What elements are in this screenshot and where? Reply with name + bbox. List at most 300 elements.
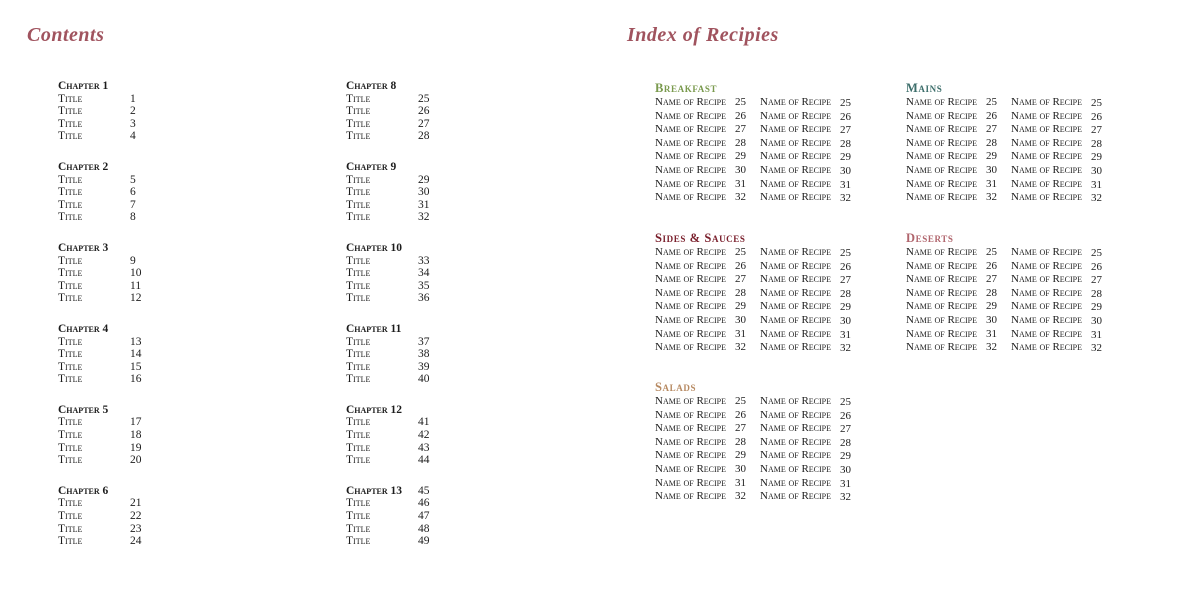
recipe-name: Name of Recipe (760, 273, 832, 286)
toc-entry-title: Title (58, 535, 83, 548)
toc-entry (58, 373, 218, 386)
chapter-block (58, 80, 218, 143)
recipe-name: Name of Recipe (1011, 163, 1083, 176)
chapter-heading (58, 80, 218, 93)
toc-entry-page: 35 (418, 279, 430, 292)
recipe-name: Name of Recipe (760, 96, 832, 108)
toc-entry (346, 292, 506, 305)
recipe-page: 31 (735, 476, 746, 489)
recipe-entry (655, 300, 760, 314)
toc-entry (346, 105, 506, 118)
recipe-name: Name of Recipe (655, 109, 727, 122)
recipe-entry (655, 490, 760, 504)
chapter-heading (346, 485, 506, 498)
recipe-name: Name of Recipe (760, 123, 832, 136)
recipe-name: Name of Recipe (760, 246, 832, 258)
recipe-page: 28 (735, 136, 746, 149)
recipe-name: Name of Recipe (655, 449, 727, 462)
toc-entry (58, 174, 218, 187)
toc-entry (58, 429, 218, 442)
recipe-entry (1011, 164, 1116, 178)
toc-entry-page: 49 (418, 535, 430, 548)
recipe-entry (655, 178, 760, 192)
recipe-name: Name of Recipe (655, 341, 727, 354)
toc-entry (58, 361, 218, 374)
recipe-entry (906, 246, 1011, 260)
recipe-name: Name of Recipe (760, 136, 832, 149)
recipe-entry (1011, 260, 1116, 274)
toc-entry (346, 174, 506, 187)
toc-entry-page: 17 (130, 416, 142, 429)
chapter-name: Chapter 11 (346, 322, 402, 335)
recipe-page: 32 (1091, 192, 1102, 205)
chapter-block (58, 161, 218, 224)
recipe-name: Name of Recipe (655, 300, 727, 313)
recipe-name: Name of Recipe (906, 327, 978, 340)
recipe-page: 27 (840, 124, 851, 137)
toc-entry-title: Title (346, 92, 371, 105)
index-section-breakfast (655, 81, 875, 205)
toc-entry (346, 267, 506, 280)
recipe-entry (760, 490, 865, 504)
recipe-entry (760, 110, 865, 124)
index-column-left (906, 96, 1011, 205)
toc-entry-title: Title (58, 454, 83, 467)
recipe-name: Name of Recipe (655, 123, 727, 136)
recipe-name: Name of Recipe (655, 490, 727, 503)
toc-entry-title: Title (346, 510, 371, 523)
toc-entry (346, 199, 506, 212)
recipe-page: 31 (840, 477, 851, 490)
toc-entry (346, 255, 506, 268)
recipe-name: Name of Recipe (1011, 246, 1083, 258)
toc-entry-page: 26 (418, 105, 430, 118)
recipe-entry (1011, 328, 1116, 342)
toc-entry-title: Title (346, 535, 371, 548)
recipe-page: 29 (986, 300, 997, 313)
recipe-page: 32 (986, 191, 997, 204)
recipe-name: Name of Recipe (760, 191, 832, 204)
toc-entry-page: 13 (130, 335, 142, 348)
recipe-entry (655, 395, 760, 409)
recipe-page: 32 (1091, 342, 1102, 355)
toc-entry-title: Title (58, 429, 83, 442)
chapter-block (346, 80, 506, 143)
toc-entry-title: Title (346, 416, 371, 429)
recipe-entry (655, 191, 760, 205)
toc-entry (58, 416, 218, 429)
toc-entry (346, 497, 506, 510)
recipe-page: 27 (840, 423, 851, 436)
toc-entry-page: 32 (418, 211, 430, 224)
toc-entry (346, 510, 506, 523)
toc-entry-title: Title (346, 267, 371, 280)
recipe-page: 30 (735, 163, 746, 176)
recipe-entry (906, 341, 1011, 355)
contents-column-1 (58, 80, 218, 566)
toc-entry-page: 28 (418, 130, 430, 143)
toc-entry-title: Title (58, 441, 83, 454)
recipe-entry (906, 314, 1011, 328)
recipe-entry (906, 164, 1011, 178)
toc-entry-title: Title (58, 335, 83, 348)
toc-entry-page: 30 (418, 186, 430, 199)
toc-entry-page: 4 (130, 130, 136, 143)
recipe-page: 30 (1091, 314, 1102, 327)
chapter-name: Chapter 12 (346, 403, 403, 416)
recipe-entry (760, 341, 865, 355)
chapter-heading (58, 404, 218, 417)
recipe-page: 31 (986, 177, 997, 190)
recipe-entry (1011, 246, 1116, 260)
toc-entry-page: 18 (130, 429, 142, 442)
toc-entry (346, 280, 506, 293)
toc-entry (58, 348, 218, 361)
toc-entry-page: 27 (418, 117, 430, 130)
recipe-name: Name of Recipe (906, 286, 978, 299)
recipe-page: 25 (840, 396, 851, 408)
recipe-name: Name of Recipe (1011, 300, 1083, 313)
toc-entry (346, 361, 506, 374)
toc-entry (58, 118, 218, 131)
chapter-heading (58, 242, 218, 255)
recipe-name: Name of Recipe (655, 476, 727, 489)
toc-entry-title: Title (346, 279, 371, 292)
recipe-entry (655, 314, 760, 328)
toc-entry-title: Title (346, 348, 371, 361)
toc-entry (346, 523, 506, 536)
recipe-page: 28 (840, 287, 851, 300)
toc-entry-title: Title (58, 198, 83, 211)
index-section-sides-sauces (655, 231, 875, 355)
toc-entry (346, 454, 506, 467)
toc-entry-title: Title (346, 186, 371, 199)
index-column-left (655, 395, 760, 504)
recipe-page: 27 (1091, 124, 1102, 137)
toc-entry-title: Title (346, 497, 371, 510)
recipe-entry (1011, 300, 1116, 314)
recipe-name: Name of Recipe (760, 476, 832, 489)
recipe-page: 29 (986, 150, 997, 163)
toc-entry-page: 29 (418, 173, 430, 186)
recipe-name: Name of Recipe (760, 449, 832, 462)
recipe-name: Name of Recipe (906, 150, 978, 163)
recipe-page: 30 (735, 313, 746, 326)
index-section-heading: Deserts (906, 231, 954, 245)
recipe-name: Name of Recipe (655, 327, 727, 340)
recipe-entry (906, 287, 1011, 301)
toc-entry-title: Title (58, 510, 83, 523)
toc-entry-title: Title (58, 373, 83, 386)
chapter-heading (346, 161, 506, 174)
toc-entry-page: 19 (130, 441, 142, 454)
recipe-entry (655, 449, 760, 463)
recipe-name: Name of Recipe (655, 191, 727, 204)
recipe-name: Name of Recipe (760, 462, 832, 475)
recipe-entry (655, 463, 760, 477)
index-section-heading: Breakfast (655, 81, 718, 95)
chapter-heading (58, 161, 218, 174)
recipe-entry (655, 123, 760, 137)
recipe-entry (655, 477, 760, 491)
toc-entry-title: Title (346, 373, 371, 386)
toc-entry-page: 16 (130, 373, 142, 386)
recipe-name: Name of Recipe (906, 136, 978, 149)
toc-entry (58, 105, 218, 118)
recipe-name: Name of Recipe (1011, 327, 1083, 340)
recipe-name: Name of Recipe (760, 150, 832, 163)
recipe-entry (906, 328, 1011, 342)
toc-entry-page: 7 (130, 198, 136, 211)
recipe-name: Name of Recipe (906, 177, 978, 190)
recipe-name: Name of Recipe (1011, 341, 1083, 354)
chapter-name: Chapter 2 (58, 160, 109, 173)
toc-entry-page: 42 (418, 429, 430, 442)
recipe-page: 25 (1091, 97, 1102, 109)
recipe-page: 31 (986, 327, 997, 340)
toc-entry (346, 130, 506, 143)
recipe-page: 28 (986, 136, 997, 149)
recipe-page: 31 (735, 177, 746, 190)
chapter-heading (346, 323, 506, 336)
toc-entry (58, 535, 218, 548)
index-column-right (1011, 246, 1116, 355)
recipe-page: 27 (986, 123, 997, 136)
toc-entry-title: Title (58, 360, 83, 373)
toc-entry-page: 40 (418, 373, 430, 386)
recipe-page: 28 (840, 436, 851, 449)
chapter-heading (346, 404, 506, 417)
toc-entry-page: 2 (130, 105, 136, 118)
recipe-entry (655, 260, 760, 274)
recipe-name: Name of Recipe (655, 286, 727, 299)
chapter-name: Chapter 4 (58, 322, 109, 335)
recipe-name: Name of Recipe (655, 462, 727, 475)
recipe-page: 25 (986, 246, 997, 258)
recipe-name: Name of Recipe (906, 341, 978, 354)
toc-entry (346, 429, 506, 442)
chapter-name: Chapter 6 (58, 484, 109, 497)
recipe-name: Name of Recipe (655, 395, 727, 407)
toc-entry-title: Title (346, 441, 371, 454)
toc-entry-page: 34 (418, 267, 430, 280)
toc-entry-title: Title (346, 335, 371, 348)
recipe-page: 26 (840, 110, 851, 123)
recipe-page: 28 (735, 435, 746, 448)
recipe-page: 31 (1091, 328, 1102, 341)
toc-entry (58, 199, 218, 212)
recipe-page: 26 (986, 109, 997, 122)
toc-entry-title: Title (346, 211, 371, 224)
toc-entry-page: 36 (418, 292, 430, 305)
toc-entry-page: 25 (418, 92, 430, 105)
recipe-entry (1011, 191, 1116, 205)
toc-entry-page: 46 (418, 497, 430, 510)
index-column-left (906, 246, 1011, 355)
recipe-name: Name of Recipe (760, 109, 832, 122)
toc-entry-page: 1 (130, 92, 136, 105)
recipe-name: Name of Recipe (760, 435, 832, 448)
recipe-entry (655, 328, 760, 342)
index-section-heading: Sides & Sauces (655, 231, 746, 245)
chapter-block (58, 404, 218, 467)
recipe-page: 31 (1091, 178, 1102, 191)
toc-entry-page: 8 (130, 211, 136, 224)
recipe-page: 28 (735, 286, 746, 299)
recipe-name: Name of Recipe (1011, 286, 1083, 299)
recipe-name: Name of Recipe (1011, 109, 1083, 122)
recipe-entry (1011, 341, 1116, 355)
recipe-name: Name of Recipe (760, 490, 832, 503)
toc-entry (58, 267, 218, 280)
recipe-entry (1011, 178, 1116, 192)
recipe-entry (760, 164, 865, 178)
recipe-name: Name of Recipe (760, 408, 832, 421)
recipe-page: 26 (986, 259, 997, 272)
toc-entry-page: 37 (418, 335, 430, 348)
recipe-name: Name of Recipe (906, 109, 978, 122)
contents-title: Contents (27, 24, 105, 46)
recipe-page: 30 (1091, 164, 1102, 177)
chapter-name: Chapter 5 (58, 403, 109, 416)
toc-entry-title: Title (346, 173, 371, 186)
toc-entry (58, 336, 218, 349)
chapter-block (346, 485, 506, 548)
index-section-heading: Mains (906, 81, 943, 95)
recipe-page: 31 (735, 327, 746, 340)
index-column-right (760, 395, 865, 504)
recipe-name: Name of Recipe (760, 395, 832, 407)
toc-entry-title: Title (346, 429, 371, 442)
toc-entry-title: Title (346, 198, 371, 211)
recipe-page: 26 (735, 408, 746, 421)
toc-entry-title: Title (346, 117, 371, 130)
contents-column-2 (346, 80, 506, 566)
recipe-page: 32 (840, 342, 851, 355)
toc-entry-page: 5 (130, 173, 136, 186)
recipe-entry (906, 110, 1011, 124)
recipe-page: 30 (986, 163, 997, 176)
index-column-left (655, 246, 760, 355)
recipe-name: Name of Recipe (906, 259, 978, 272)
toc-entry-page: 31 (418, 198, 430, 211)
chapter-heading (346, 80, 506, 93)
index-column-right (760, 246, 865, 355)
index-column-right (1011, 96, 1116, 205)
toc-entry (58, 130, 218, 143)
recipe-name: Name of Recipe (1011, 96, 1083, 108)
toc-entry-page: 24 (130, 535, 142, 548)
toc-entry-page: 48 (418, 522, 430, 535)
recipe-name: Name of Recipe (1011, 136, 1083, 149)
toc-entry (58, 255, 218, 268)
recipe-page: 28 (1091, 137, 1102, 150)
recipe-name: Name of Recipe (906, 163, 978, 176)
recipe-entry (1011, 110, 1116, 124)
recipe-entry (760, 463, 865, 477)
toc-entry-title: Title (58, 186, 83, 199)
recipe-page: 25 (735, 395, 746, 407)
recipe-page: 28 (840, 137, 851, 150)
chapter-name: Chapter 13 (346, 484, 403, 497)
recipe-entry (655, 96, 760, 110)
recipe-name: Name of Recipe (760, 286, 832, 299)
toc-entry-page: 21 (130, 497, 142, 510)
recipe-entry (655, 422, 760, 436)
recipe-page: 26 (840, 409, 851, 422)
toc-entry-title: Title (58, 117, 83, 130)
recipe-entry (760, 273, 865, 287)
recipe-entry (760, 449, 865, 463)
recipe-entry (760, 123, 865, 137)
recipe-name: Name of Recipe (760, 177, 832, 190)
recipe-entry (1011, 287, 1116, 301)
toc-entry-page: 20 (130, 454, 142, 467)
recipe-name: Name of Recipe (906, 191, 978, 204)
recipe-entry (760, 246, 865, 260)
recipe-page: 29 (735, 449, 746, 462)
recipe-name: Name of Recipe (655, 313, 727, 326)
toc-entry-title: Title (346, 105, 371, 118)
recipe-name: Name of Recipe (760, 313, 832, 326)
recipe-page: 28 (986, 286, 997, 299)
recipe-page: 30 (840, 463, 851, 476)
recipe-name: Name of Recipe (1011, 191, 1083, 204)
toc-entry-page: 6 (130, 186, 136, 199)
chapter-name: Chapter 1 (58, 80, 109, 92)
toc-entry-title: Title (58, 279, 83, 292)
chapter-name: Chapter 3 (58, 241, 109, 254)
toc-entry (58, 186, 218, 199)
recipe-page: 27 (986, 273, 997, 286)
toc-entry-page: 41 (418, 416, 430, 429)
toc-entry (346, 118, 506, 131)
recipe-entry (655, 287, 760, 301)
recipe-page: 27 (735, 422, 746, 435)
toc-entry (346, 416, 506, 429)
recipe-entry (655, 409, 760, 423)
recipe-entry (760, 150, 865, 164)
recipe-name: Name of Recipe (655, 136, 727, 149)
recipe-entry (655, 246, 760, 260)
recipe-page: 26 (735, 259, 746, 272)
recipe-name: Name of Recipe (655, 163, 727, 176)
recipe-name: Name of Recipe (906, 313, 978, 326)
toc-entry (58, 93, 218, 106)
recipe-page: 29 (840, 301, 851, 314)
recipe-name: Name of Recipe (906, 246, 978, 258)
toc-entry (58, 523, 218, 536)
recipe-name: Name of Recipe (1011, 273, 1083, 286)
recipe-page: 25 (1091, 247, 1102, 259)
recipe-name: Name of Recipe (906, 96, 978, 108)
recipe-entry (760, 328, 865, 342)
recipe-page: 26 (735, 109, 746, 122)
toc-entry-title: Title (58, 92, 83, 105)
index-column-left (655, 96, 760, 205)
toc-entry (346, 211, 506, 224)
recipe-entry (760, 191, 865, 205)
recipe-entry (655, 341, 760, 355)
recipe-entry (760, 137, 865, 151)
toc-entry-page: 44 (418, 454, 430, 467)
recipe-name: Name of Recipe (906, 300, 978, 313)
toc-entry (58, 292, 218, 305)
recipe-entry (906, 123, 1011, 137)
index-title: Index of Recipies (627, 24, 779, 46)
recipe-entry (906, 260, 1011, 274)
toc-entry-title: Title (58, 416, 83, 429)
